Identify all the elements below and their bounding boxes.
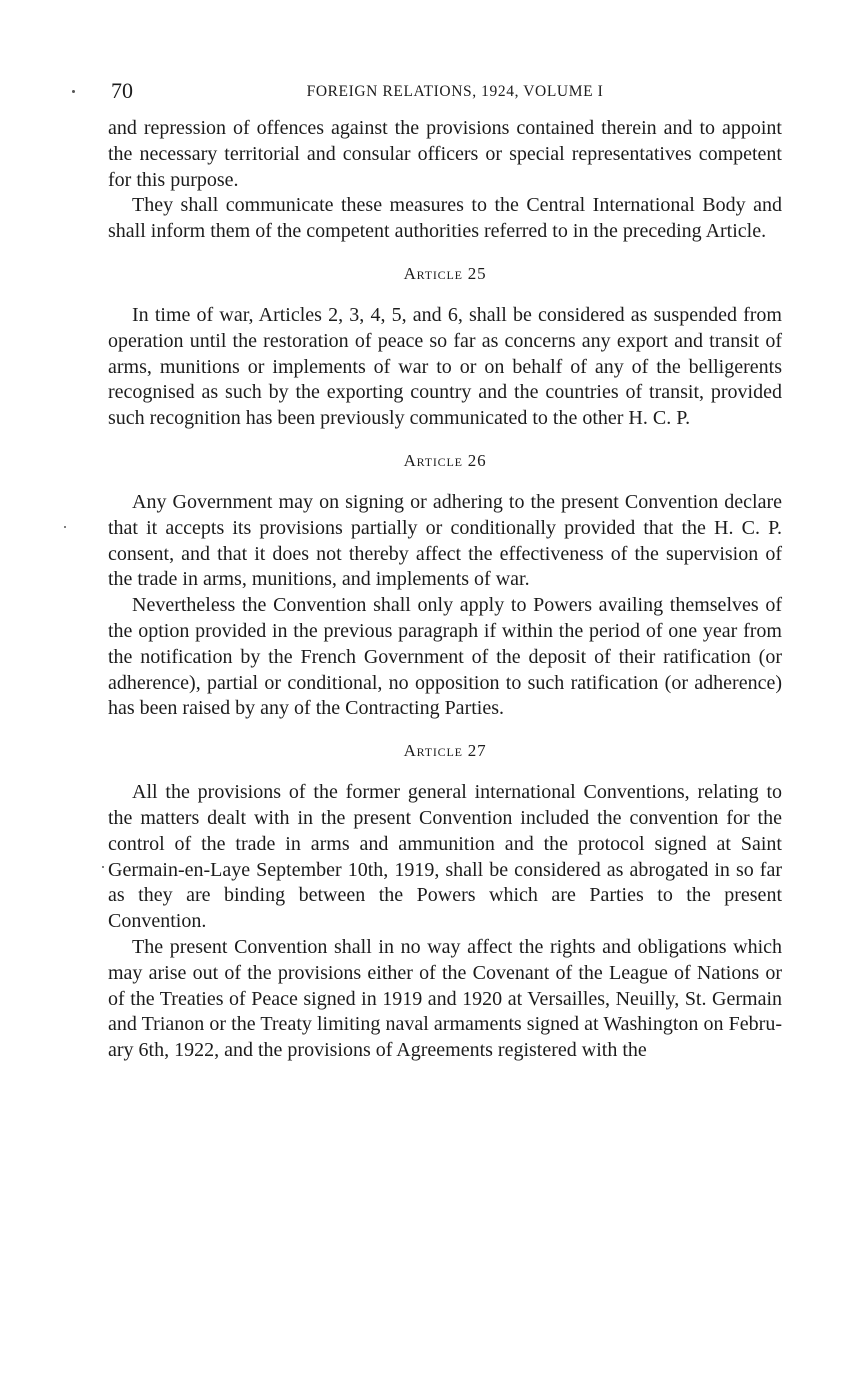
margin-speck: [72, 90, 75, 93]
body-paragraph: Any Government may on signing or adhering to the present Convention declare that it accepts its provisions partially or conditionally provided that the H. C. P. consent, and that it does not thereby affect the effectiveness of the supervision of the trade in arms, munitions, and implements of war.: [108, 490, 782, 591]
body-paragraph: and repression of offences against the provisions contained therein and to appoint the necessary territorial and consular officers or special representatives competent for this purpose.: [108, 117, 782, 191]
page-body: [108, 116, 782, 1064]
margin-speck: [64, 526, 66, 528]
body-paragraph: The present Convention shall in no way affect the rights and obligations which may arise out of the provisions either of the Covenant of the League of Nations or of the Treaties of Peace signed in 1919 and 1920 at Versailles, Neuilly, St. Germain and Trianon or the Treaty limiting naval armaments signed at Washington on February 6th, 1922, and the provisions of Agreements registered with the: [108, 935, 782, 1062]
body-paragraph: In time of war, Articles 2, 3, 4, 5, and 6, shall be considered as suspended from operation until the restoration of peace so far as concerns any export and transit of arms, munitions or implements of war to or on behalf of any of the belligerents recognised as such by the exporting country and the countries of transit, provided such recognition has been previously communicated to the other H. C. P.: [108, 303, 782, 430]
margin-speck: [102, 866, 104, 868]
article-heading: Article 26: [403, 450, 487, 470]
page-number: 70: [111, 78, 133, 103]
body-paragraph: They shall communicate these measures to the Central International Body and shall inform them of the competent authorities referred to in the preceding Article.: [108, 194, 782, 243]
body-paragraph: All the provisions of the former general international Conventions, relating to the matters dealt with in the present Convention included the convention for the control of the trade in arms and ammunition and the protocol signed at Saint Germain-en-Laye September 10th, 1919, shall be considered as abrogated in so far as they are binding between the Powers which are Parties to the present Convention.: [108, 781, 782, 933]
body-paragraph: Nevertheless the Convention shall only apply to Powers availing themselves of the option provided in the previous paragraph if within the period of one year from the notification by the French Government of the deposit of their ratification (or adherence), partial or conditional, no opposition to such ratification (or adherence) has been raised by any of the Contracting Parties.: [108, 594, 782, 720]
article-heading: Article 27: [403, 741, 487, 761]
running-head: FOREIGN RELATIONS, 1924, VOLUME I: [306, 83, 604, 100]
article-heading: Article 25: [403, 263, 487, 283]
page-header: [108, 78, 780, 108]
